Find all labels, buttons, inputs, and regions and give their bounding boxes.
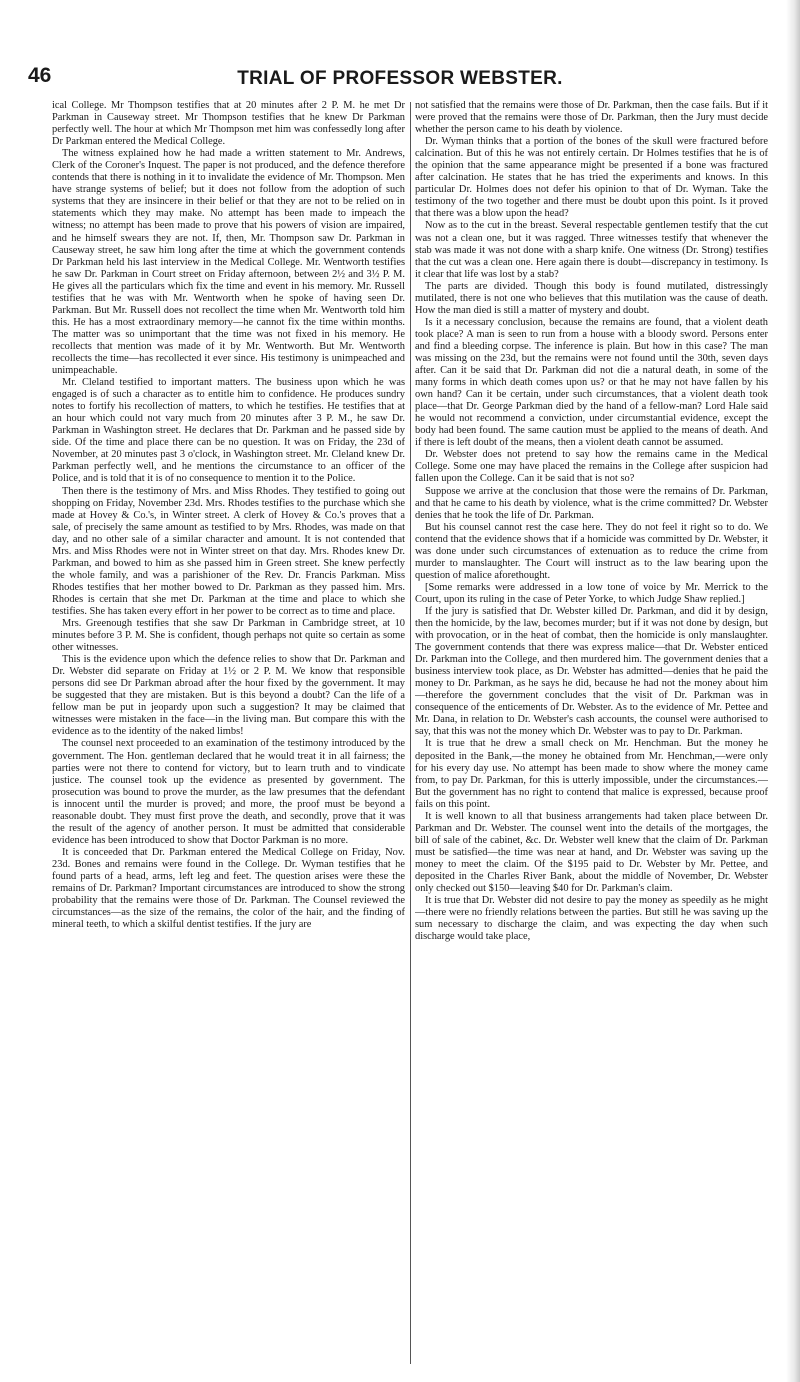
paragraph: Now as to the cut in the breast. Several respectable gentlemen testify that the cut was not a clean one, but it was ragged. Three witnesses testify that whenever the stab was made it was not done with a sharp knife. One witness (Dr. Strong) testifies that the cut was a clean one. Here again there is doubt—discrepancy in testimony. Is it clear that life was lost by a stab?: [415, 220, 768, 280]
page-edge-shadow: [786, 0, 800, 1382]
left-column: [52, 100, 405, 1370]
paragraph: Suppose we arrive at the conclusion that those were the remains of Dr. Parkman, and that he came to his death by violence, what is the crime committed? Dr. Webster denies that he took the life of Dr. Parkman.: [415, 485, 768, 521]
paragraph: not satisfied that the remains were those of Dr. Parkman, then the case fails. But if it were proved that the remains were those of Dr. Parkman, then the Jury must decide whether the person came to his death by violence.: [415, 100, 768, 136]
paragraph: The counsel next proceeded to an examination of the testimony introduced by the government. The Hon. gentleman declared that he would treat it in all fairness; the parties were not there to contend for victory, but to learn truth and to vindicate justice. The counsel took up the evidence as presented by government. The prosecution was bound to prove the murder, as the law presumes that the defendant is innocent until the murder is proved; and more, the proof must be beyond a reasonable doubt. They must first prove the death, and secondly, prove that it was the result of the agency of another person. It must be admitted that considerable evidence has been introduced to show that Doctor Parkman is no more.: [52, 738, 405, 846]
page-number: 46: [28, 64, 52, 87]
paragraph: Dr. Wyman thinks that a portion of the bones of the skull were fractured before calcination. But of this he was not entirely certain. Dr Holmes testifies that he is of the opinion that the same appearance might be presented if a bone was fractured after calcination. He states that he has tried the experiments and knows. In this particular Dr. Holmes does not defer his opinion to that of Dr. Wyman. Take the testimony of the two together and there must be doubt upon this point. Is it proved that there was a blow upon the head?: [415, 136, 768, 220]
paragraph: The parts are divided. Though this body is found mutilated, distressingly mutilated, there is not one who believes that this mutilation was the cause of death. How the man died is still a matter of mystery and doubt.: [415, 280, 768, 316]
page-header: [0, 0, 800, 90]
paragraph: It is true that Dr. Webster did not desire to pay the money as speedily as he might—there were no friendly relations between the parties. But still he was saving up the sum necessary to discharge the claim, and was expecting the day when such discharge would take place,: [415, 895, 768, 943]
paragraph: Then there is the testimony of Mrs. and Miss Rhodes. They testified to going out shopping on Friday, November 23d. Mrs. Rhodes testifies to the purchase which she made at Hovey & Co.'s, in Winter street. A clerk of Hovey & Co.'s proves that a sale, of precisely the same amount as testified to by Mrs. Rhodes, was made on that day, and no other sale of a similar character and amount. It is not contended that Mrs. and Miss Rhodes were not in Winter street on that day. Mrs. Rhodes knew Dr. Parkman, and bowed to him as she passed him in Green street. She knew perfectly the whole family, and was a parishioner of the Rev. Dr. Francis Parkman. Miss Rhodes testifies that her mother bowed to Dr. Parkman as they passed him. Mrs. Rhodes is certain that she met Dr. Parkman at the time and place to which she testifies. She has taken every effort in her power to be correct as to time and place.: [52, 485, 405, 617]
right-column: [415, 100, 768, 1370]
paragraph: It is conceeded that Dr. Parkman entered the Medical College on Friday, Nov. 23d. Bones and remains were found in the College. Dr. Wyman testifies that he found parts of a head, arms, left leg and feet. The question arises were these the remains of Dr. Parkman? Important circumstances are introduced to show the strong probability that the remains were those of Dr. Parkman. The Counsel reviewed the circumstances—as the size of the remains, the color of the hair, and the finding of mineral teeth, to which a skilful dentist testifies. If the jury are: [52, 846, 405, 931]
column-divider: [410, 102, 411, 1364]
paragraph: It is true that he drew a small check on Mr. Henchman. But the money he deposited in the Bank,—the money he obtained from Mr. Henchman,—were only for his every day use. No attempt has been made to show where the money came from, to pay Dr. Parkman, for this is utterly impossible, under the circumstances.—But the government has no right to contend that malice is expressed, because proof fails on this point.: [415, 738, 768, 810]
paragraph: It is well known to all that business arrangements had taken place between Dr. Parkman and Dr. Webster. The counsel went into the details of the mortgages, the bill of sale of the cabinet, &c. Dr. Webster well knew that the claim of Dr. Parkman must be satisfied—the time was near at hand, and Dr. Webster was saving up the money to meet the claim. Of the $195 paid to Dr. Webster by Mr. Pettee, and deposited in the Charles River Bank, about the middle of November, Dr. Webster only checked out $150—leaving $40 for Dr. Parkman's claim.: [415, 810, 768, 895]
paragraph: This is the evidence upon which the defence relies to show that Dr. Parkman and Dr. Webster did separate on Friday at 1½ or 2 P. M. We know that responsible persons did see Dr Parkman abroad after the hour fixed by the government. It may be suggested that they are mistaken. But is this beyond a doubt? Can the life of a fellow man be put in jeopardy upon such a suggestion? It may be claimed that witnesses were mistaken in the face—in the living man. But compare this with the evidence as to the identity of the naked limbs!: [52, 654, 405, 738]
paragraph: But his counsel cannot rest the case here. They do not feel it right so to do. We contend that the evidence shows that if a homicide was committed by Dr. Webster, it was done under such circumstances of extenuation as to reduce the crime from murder to manslaughter. The Court will instruct as to the law bearing upon the question of malice aforethought.: [415, 521, 768, 581]
running-title: TRIAL OF PROFESSOR WEBSTER.: [237, 68, 563, 89]
paragraph: If the jury is satisfied that Dr. Webster killed Dr. Parkman, and did it by design, then the homicide, by the law, becomes murder; but if it was not done by design, but with provocation, or in the heat of combat, then the homicide is only manslaughter. The government contends that there was express malice—that Dr. Webster enticed Dr. Parkman into the College, and then murdered him. The government denies that a business interview took place, as Dr. Webster has admitted—denies that he paid the money to Dr. Parkman, as he says he did, because he had not the money about him—therefore the government concludes that the visit of Dr. Parkman was in consequence of the enticements of Dr. Webster. As to the evidence of Mr. Pettee and Mr. Dana, in relation to Dr. Webster's cash accounts, the counsel were authorised to say, that this was not the money which Dr. Webster was to pay to Dr. Parkman.: [415, 605, 768, 738]
paragraph: ical College. Mr Thompson testifies that at 20 minutes after 2 P. M. he met Dr Parkman in Causeway street. Mr Thompson testifies that he knew Dr Parkman perfectly well. The hour at which Mr Thompson met him was confessedly long after Dr Parkman entered the Medical College.: [52, 100, 405, 148]
paragraph: Dr. Webster does not pretend to say how the remains came in the Medical College. Some one may have placed the remains in the College after suspicion had fallen upon the College. Can it be said that is not so?: [415, 449, 768, 485]
paragraph: Mr. Cleland testified to important matters. The business upon which he was engaged is of such a character as to entitle him to confidence. He produces sundry notes to fortify his recollection of matters, to which he testifies. He testifies that at an hour which could not vary much from 20 minutes after 3 P. M., he saw Dr. Parkman in Washington street. He declares that Dr. Parkman and he passed side by side. Of the time and place there can be no question. It was on Friday, the 23d of November, at 20 minutes past 3 o'clock, in Washington street. Mr. Cleland knew Dr. Parkman perfectly well, and he mentions the circumstance to an officer of the Police, and is told that it is of no consequence to mention it to the Police.: [52, 377, 405, 485]
paragraph: The witness explained how he had made a written statement to Mr. Andrews, Clerk of the Coroner's Inquest. The paper is not produced, and the defence therefore contends that there is nothing in it to invalidate the evidence of Mr. Thompson. Men have strange systems of belief; but it does not follow from the adoption of such systems that they are insincere in their belief or that they are not to be relied on in statements which they may make. No attempt has been made to impeach the witness; no attempt has been made to prove that his powers of vision are impaired, and he himself swears they are not. If, then, Mr. Thompson saw Dr. Parkman in Causeway street, he saw him long after the time at which the government contends Dr Parkman held his last interview in the Medical College. Mr. Wentworth testifies he saw Dr. Parkman in Court street on Friday afternoon, between 2½ and 3½ P. M. He gives all the particulars which fix the time and event in his memory. Mr. Russell testifies that he was with Mr. Wentworth when he spoke of having seen Dr. Parkman. But Mr. Russell does not recollect the time when Mr. Wentworth told him this. He has a most extraordinary memory—he cannot fix the time within months. The matter was so unimportant that the time was not fixed in his memory. He recollects that mention was made of it by Mr. Wentworth. But Mr. Wentworth recollects the time—has recollected it ever since. His testimony is unimpeached and unimpeachable.: [52, 148, 405, 377]
paragraph: [Some remarks were addressed in a low tone of voice by Mr. Merrick to the Court, upon its ruling in the case of Peter Yorke, to which Judge Shaw replied.]: [415, 581, 768, 605]
paragraph: Mrs. Greenough testifies that she saw Dr Parkman in Cambridge street, at 10 minutes before 3 P. M. She is confident, though perhaps not quite so certain as some other witnesses.: [52, 618, 405, 654]
paragraph: Is it a necessary conclusion, because the remains are found, that a violent death took place? A man is seen to run from a house with a bloody sword. Persons enter and find a bleeding corpse. The inference is plain. But how in this case? The man was missing on the 23d, but the remains were not found until the 30th, seven days after. Can it be said that Dr. Parkman did not die a natural death, in some of the many forms in which death comes upon us? or that he may not have fallen by his own hand? Can it be certain, under such circumstances, that a violent death took place—that Dr. George Parkman died by the hand of a fellow-man? Lord Hale said he would not recommend a conviction, under circumstantial evidence, except the body had been found. The same caution must be applied to the means of death. And if there is left doubt of the means, then a violent death cannot be assumed.: [415, 316, 768, 449]
text-columns: [52, 100, 768, 1370]
